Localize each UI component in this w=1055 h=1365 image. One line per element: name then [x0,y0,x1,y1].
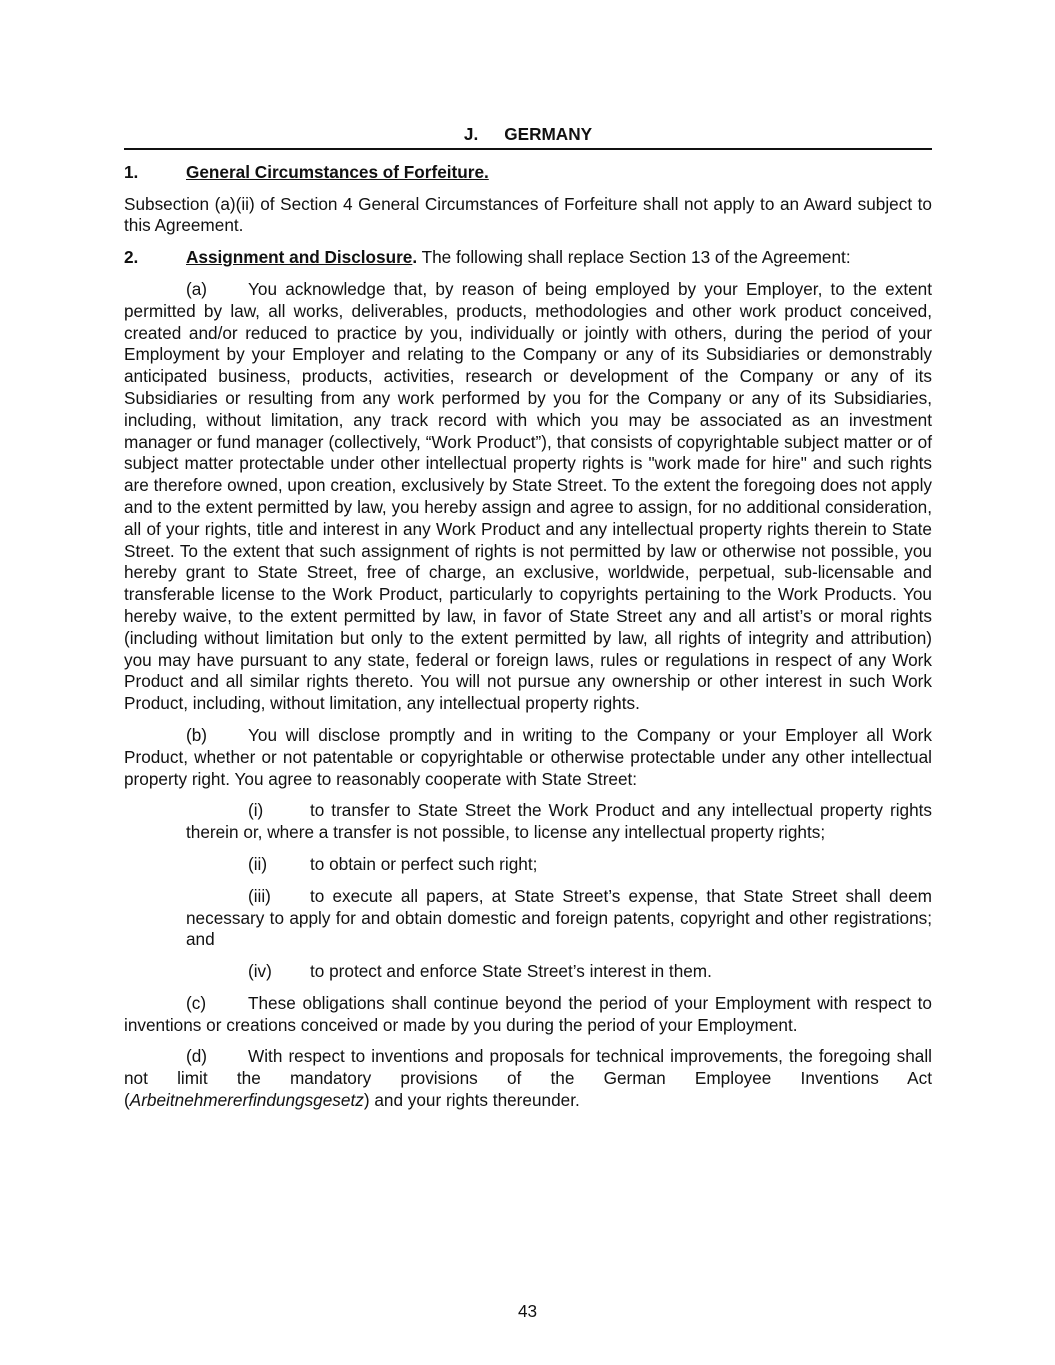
list-item-iii [186,886,932,951]
paragraph-c-label: (c) [186,992,207,1013]
list-item-i-text: to transfer to State Street the Work Product and any intellectual property rights therein or, where a transfer is not possible, to license any intellectual property rights; [186,800,932,843]
section-1-number: 1. [124,161,139,182]
list-item-ii-label: (ii) [248,853,268,874]
list-item-iii-text: to execute all papers, at State Street’s expense, that State Street shall deem necessary to apply for and obtain domestic and foreign patents, copyright and other registrations; and [186,885,932,950]
list-item-i [186,800,932,844]
paragraph-d [124,1046,932,1111]
list-item-iv [186,961,932,983]
paragraph-d-label: (d) [186,1046,208,1067]
list-item-iv-text: to protect and enforce State Street’s interest in them. [310,961,712,982]
paragraph-c-text: These obligations shall continue beyond the period of your Employment with respect to inventions or creations conceived or made by you during the period of your Employment. [124,992,932,1035]
paragraph-c [124,993,932,1037]
list-item-iii-label: (iii) [248,885,271,906]
paragraph-b [124,725,932,790]
paragraph-a-text: You acknowledge that, by reason of being employed by your Employer, to the extent permitted by law, all works, deliverables, products, methodologies and other work product conceived, created and/or reduced to practice by you, individually or jointly with others, during the period of your Employment by your Employer and relating to the Company or any of its Subsidiaries or demonstrably anticipated business, products, activities, research or development of the Company or any of its Subsidiaries or resulting from any work performed by you for the Company or any of its Subsidiaries, including, without limitation, any track record with which you may be associated as an investment manager or fund manager (collectively, “Work Product”), that consists of copyrightable subject matter or of subject matter protectable under other intellectual property rights is "work made for hire" and such rights are therefore owned, upon creation, exclusively by State Street. To the extent the foregoing does not apply and to the extent permitted by law, you hereby assign and agree to assign, for no additional consideration, all of your rights, title and interest in any Work Product and any intellectual property rights therein to State Street. To the extent that such assignment of rights is not permitted by law or otherwise not possible, you hereby grant to State Street, free of charge, an exclusive, worldwide, perpetual, sub-licensable and transferable license to the Work Product, particularly to copyrights pertaining to the Work Products. You hereby waive, to the extent permitted by law, in favor of State Street any and all artist’s or moral rights (including without limitation but only to the extent permitted by law, all rights of integrity and attribution) you may have pursuant to any state, federal or foreign laws, rules or regulations in respect of any Work Product and all similar rights thereto. You will not pursue any ownership or other interest in such Work Product, including, without limitation, any intellectual property rights. [124,278,933,714]
paragraph-d-act-name: Arbeitnehmererfindungsgesetz [129,1090,364,1111]
paragraph-b-text: You will disclose promptly and in writing to the Company or your Employer all Work Product, whether or not patentable or copyrightable or otherwise protectable under any other intellectual property right. You agree to reasonably cooperate with State Street: [124,724,932,789]
country-header [124,124,932,150]
document-page [124,124,932,1122]
section-1-title: General Circumstances of Forfeiture. [186,161,489,182]
header-letter: J. [463,124,479,144]
paragraph-b-label: (b) [186,724,208,745]
section-2-title-punct: . [412,247,418,268]
section-2-title: Assignment and Disclosure [186,247,413,268]
list-item-ii [186,854,932,876]
list-item-i-label: (i) [248,800,264,821]
section-2-heading [124,247,932,269]
paragraph-a-label: (a) [186,278,208,299]
list-item-ii-text: to obtain or perfect such right; [310,853,538,874]
paragraph-a [124,279,932,715]
section-1-text: Subsection (a)(ii) of Section 4 General Circumstances of Forfeiture shall not apply to an Award subject to this Agreement. [124,193,932,236]
section-2-number: 2. [124,247,139,268]
paragraph-d-text-before: With respect to inventions and proposals for technical improvements, the foregoing shall not limit the mandatory provisions of the German Employee Inventions Act ( [124,1046,932,1111]
section-2-intro: The following shall replace Section 13 of the Agreement: [417,247,851,268]
section-1-heading [124,162,932,184]
page-number: 43 [517,1301,538,1321]
paragraph-d-text-after: ) and your rights thereunder. [363,1090,580,1111]
list-item-iv-label: (iv) [248,961,272,982]
header-country: GERMANY [504,124,593,144]
